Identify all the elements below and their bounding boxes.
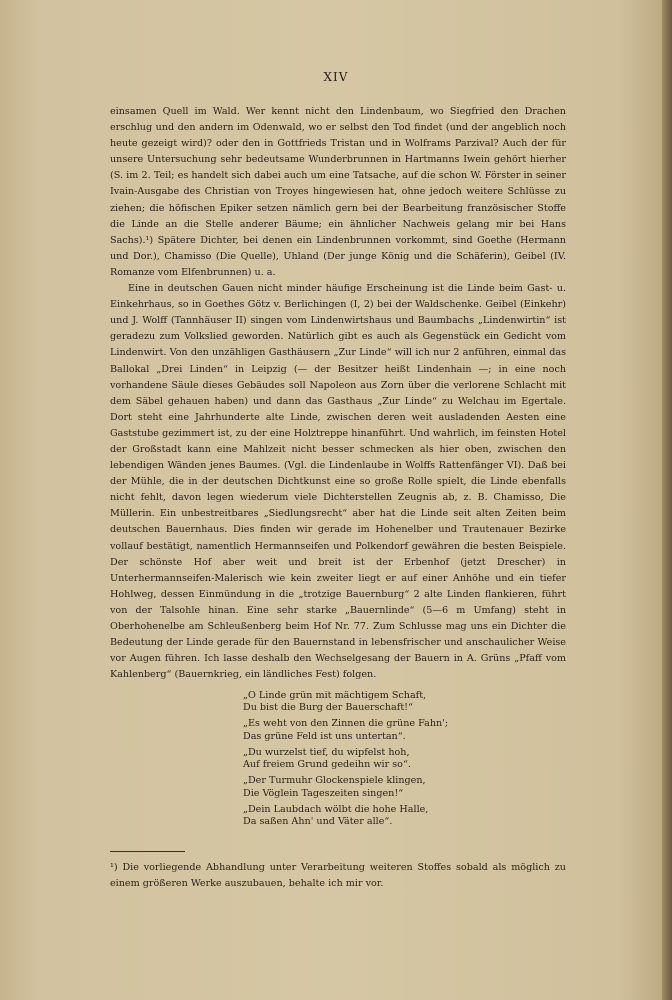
poem-stanza bbox=[243, 690, 573, 715]
poem-line: Das grüne Feld ist uns untertan“. bbox=[243, 730, 406, 742]
page-edge bbox=[662, 0, 672, 1000]
poem-line: „O Linde grün mit mächtigem Schaft, bbox=[243, 690, 427, 701]
poem-line: „Du wurzelst tief, du wipfelst hoh, bbox=[243, 746, 410, 758]
main-text bbox=[110, 104, 566, 683]
poem-stanza bbox=[243, 718, 573, 743]
poem-line: Die Vöglein Tageszeiten singen!“ bbox=[243, 787, 404, 799]
poem-line: Du bist die Burg der Bauerschaft!“ bbox=[243, 702, 413, 714]
poem-line: Da saßen Ahn' und Väter alle“. bbox=[243, 816, 393, 828]
footnote: ¹) Die vorliegende Abhandlung unter Verarbeitung weiteren Stoffes sobald als möglich zu einem größeren Werke auszubauen, behalte ich mir vor. bbox=[110, 862, 566, 889]
footnote-rule bbox=[110, 851, 185, 852]
paragraph-1: einsamen Quell im Wald. Wer kennt nicht den Lindenbaum, wo Siegfried den Drachen erschlug und den andern im Odenwald, wo er selbst den Tod findet (und der angeblich noch heute gezeigt wird)? oder den in Gottfrieds Tristan und in Wolframs Parzival? Auch der für unsere Untersuchung sehr bedeutsame Wunderbrunnen in Hartmanns Iwein gehört hierher (S. im 2. Teil; es handelt sich dabei auch um eine Tatsache, auf die schon W. Förster in seiner Ivain-Ausgabe des Christian von Troyes hingewiesen hat, ohne jedoch weitere Schlüsse zu ziehen; die höfischen Epiker setzen nämlich gern bei der Bearbeitung französischer Stoffe die Linde an die Stelle anderer Bäume; ein ähnlicher Nachweis gelang mir bei Hans Sachs).¹) Spätere Dichter, bei denen ein Lindenbrunnen vorkommt, sind Goethe (Hermann und Dor.), Chamisso (Die Quelle), Uhland (Der junge König und die Schäferin), Geibel (IV. Romanze vom Elfenbrunnen) u. a. bbox=[110, 106, 566, 278]
poem-line: „Dein Laubdach wölbt die hohe Halle, bbox=[243, 803, 429, 815]
poem-stanza bbox=[243, 747, 573, 772]
poem-stanza bbox=[243, 804, 573, 829]
poem bbox=[243, 690, 573, 832]
poem-line: Auf freiem Grund gedeihn wir so“. bbox=[243, 759, 411, 771]
paragraph-2: Eine in deutschen Gauen nicht minder häufige Erscheinung ist die Linde beim Gast- u. Einkehrhaus, so in Goethes Götz v. Berlichingen (I, 2) bei der Waldschenke. Geibel (Einkehr) und J. Wolff (Tannhäuser II) singen vom Lindenwirtshaus und Baumbachs „Lindenwirtin“ ist geradezu zum Volkslied geworden. Natürlich gibt es auch als Gegenstück ein Gedicht vom Lindenwirt. Von den unzähligen Gasthäusern „Zur Linde“ will ich nur 2 anführen, einmal das Ballokal „Drei Linden“ in Leipzig (— der Besitzer heißt Lindenhain —; in eine noch vorhandene Säule dieses Gebäudes soll Napoleon aus Zorn über die verlorene Schlacht mit dem Säbel gehauen haben) und dann das Gasthaus „Zur Linde“ zu Welchau im Egertale. Dort steht eine Jahrhunderte alte Linde, zwischen deren weit ausladenden Aesten eine Gaststube gezimmert ist, zu der eine Holztreppe hinanführt. Und wahrlich, im feinsten Hotel der Großstadt kann eine Mahlzeit nicht besser schmecken als hier oben, zwischen den lebendigen Wänden jenes Baumes. (Vgl. die Lindenlaube in Wolffs Rattenfänger VI). Daß bei der Mühle, die in der deutschen Dichtkunst eine so große Rolle spielt, die Linde ebenfalls nicht fehlt, davon legen wiederum viele Dichterstellen Zeugnis ab, z. B. Chamisso, Die Müllerin. Ein unbestreitbares „Siedlungsrecht“ aber hat die Linde seit alten Zeiten beim deutschen Bauernhaus. Dies finden wir gerade im Hohenelber und Trautenauer Bezirke vollauf bestätigt, namentlich Hermannseifen und Polkendorf gewähren die besten Beispiele. Der schönste Hof aber weit und breit ist der Erbenhof (jetzt Drescher) in Unterhermannseifen-Malerisch wie kein zweiter liegt er auf einer Anhöhe und ein tiefer Hohlweg, dessen Einmündung in die „trotzige Bauernburg“ 2 alte Linden flankieren, führt von der Talsohle hinan. Eine sehr starke „Bauernlinde“ (5—6 m Umfang) steht in Oberhohenelbe am Schleußenberg beim Hof Nr. 77. Zum Schlusse mag uns ein Dichter die Bedeutung der Linde gerade für den Bauernstand in lebensfrischer und anschaulicher Weise vor Augen führen. Ich lasse deshalb den Wechselgesang der Bauern in A. Grüns „Pfaff vom Kahlenberg“ (Bauernkrieg, ein ländliches Fest) folgen. bbox=[110, 283, 566, 681]
poem-stanza bbox=[243, 775, 573, 800]
page-number: XIV bbox=[323, 70, 349, 84]
poem-line: „Der Turmuhr Glockenspiele klingen, bbox=[243, 775, 426, 787]
poem-line: „Es weht von den Zinnen die grüne Fahn'; bbox=[243, 718, 449, 730]
